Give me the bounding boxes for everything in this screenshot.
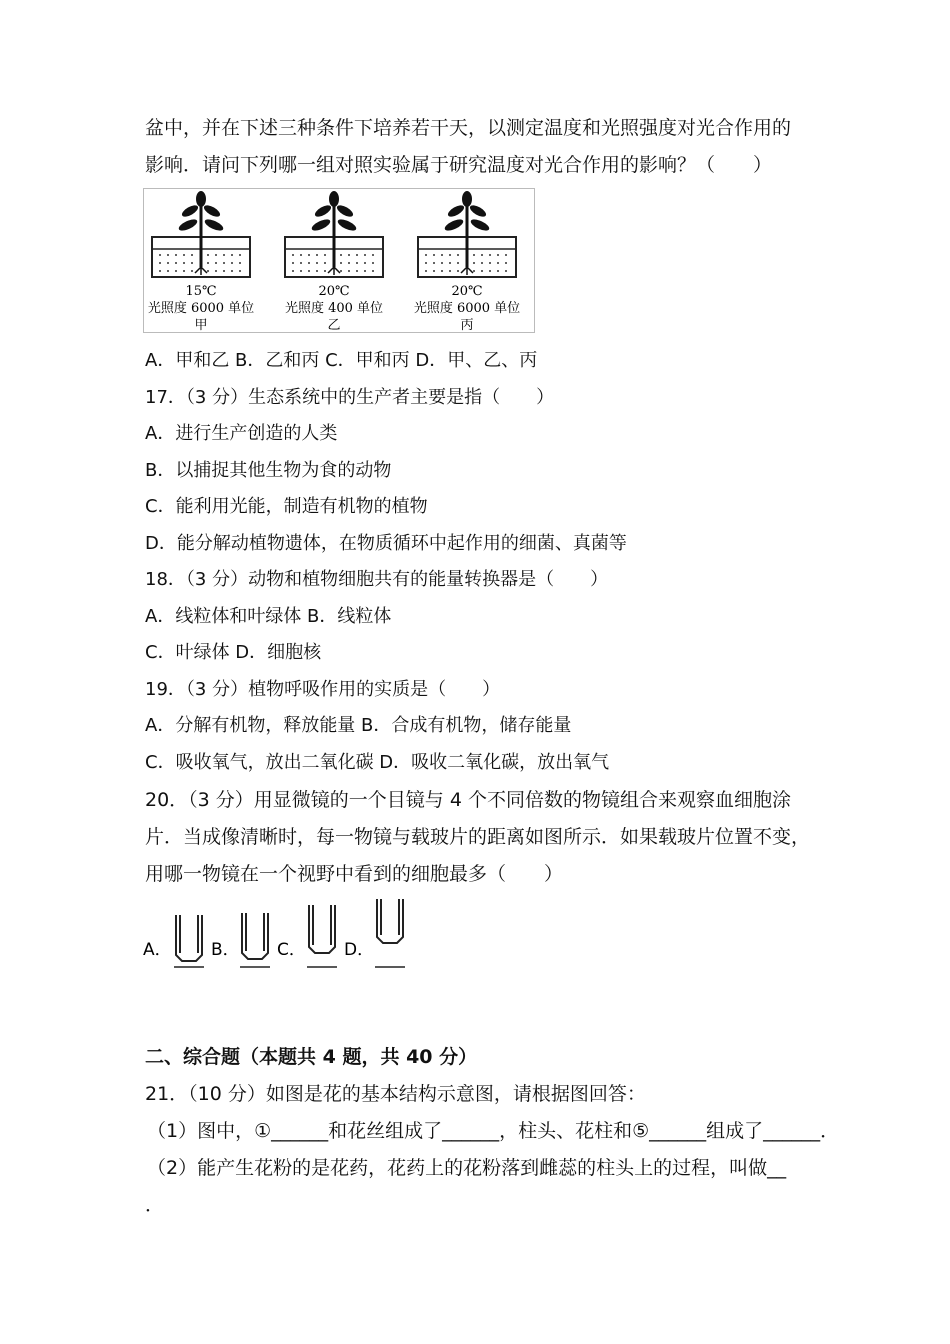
pot-jia: [152, 191, 250, 277]
q19-stem: 19．（3 分）植物呼吸作用的实质是（ ）: [145, 679, 501, 700]
plant-experiment-figure: [143, 188, 535, 333]
q21-part2-end: ．: [145, 1194, 165, 1216]
lens-a: [174, 915, 204, 967]
q16-stem-line1: 盆中，并在下述三种条件下培养若干天，以测定温度和光照强度对光合作用的: [145, 117, 792, 139]
pot-bing-light: 光照度 6000 单位: [413, 301, 521, 316]
pot-yi-light: 光照度 400 单位: [284, 301, 384, 316]
q19-options-cd: C．吸收氧气，放出二氧化碳 D．吸收二氧化碳，放出氧气: [145, 752, 610, 773]
pot-yi-label: 乙: [327, 318, 341, 332]
section2-heading: 二、综合题（本题共 4 题，共 40 分）: [145, 1046, 478, 1068]
pot-jia-label: 甲: [194, 318, 208, 332]
pot-bing-temp: 20℃: [451, 284, 483, 299]
q17-option-d: D．能分解动植物遗体，在物质循环中起作用的细菌、真菌等: [145, 533, 627, 554]
q20-stem-line2: 片．当成像清晰时，每一物镜与载玻片的距离如图所示．如果载玻片位置不变，: [145, 826, 811, 848]
lens-b-label: B．: [211, 940, 240, 960]
pot-yi-temp: 20℃: [318, 284, 350, 299]
pot-jia-temp: 15℃: [185, 284, 217, 299]
q18-options-ab: A．线粒体和叶绿体 B．线粒体: [145, 606, 392, 627]
q21-part2: （2）能产生花粉的是花药，花药上的花粉落到雌蕊的柱头上的过程，叫做__: [147, 1157, 787, 1179]
q16-stem-line2: 影响．请问下列哪一组对照实验属于研究温度对光合作用的影响？（ ）: [145, 154, 773, 176]
q17-option-b: B．以捕捉其他生物为食的动物: [145, 460, 392, 481]
q16-options: A．甲和乙 B．乙和丙 C．甲和丙 D．甲、乙、丙: [145, 350, 538, 371]
q17-option-c: C．能利用光能，制造有机物的植物: [145, 496, 428, 517]
pot-jia-light: 光照度 6000 单位: [147, 301, 255, 316]
lens-d: [375, 899, 405, 967]
q18-options-cd: C．叶绿体 D．细胞核: [145, 642, 322, 663]
q21-part1: （1）图中，①______和花丝组成了______，柱头、花柱和⑤______组成了______．: [147, 1120, 840, 1142]
objective-lens-figure: [143, 895, 423, 975]
q21-stem: 21．（10 分）如图是花的基本结构示意图，请根据图回答：: [145, 1083, 646, 1105]
q17-stem: 17．（3 分）生态系统中的生产者主要是指（ ）: [145, 387, 555, 408]
q17-option-a: A．进行生产创造的人类: [145, 423, 338, 444]
lens-a-label: A．: [143, 940, 172, 960]
q20-stem-line3: 用哪一物镜在一个视野中看到的细胞最多（ ）: [145, 863, 564, 885]
q20-stem-line1: 20．（3 分）用显微镜的一个目镜与 4 个不同倍数的物镜组合来观察血细胞涂: [145, 789, 791, 811]
pot-yi: [285, 191, 383, 277]
q18-stem: 18．（3 分）动物和植物细胞共有的能量转换器是（ ）: [145, 569, 609, 590]
lens-c: [307, 905, 337, 967]
pot-bing-label: 丙: [460, 318, 474, 332]
lens-b: [240, 913, 270, 967]
pot-bing: [418, 191, 516, 277]
lens-d-label: D．: [344, 940, 375, 960]
lens-c-label: C．: [277, 940, 306, 960]
q19-options-ab: A．分解有机物，释放能量 B．合成有机物，储存能量: [145, 715, 572, 736]
